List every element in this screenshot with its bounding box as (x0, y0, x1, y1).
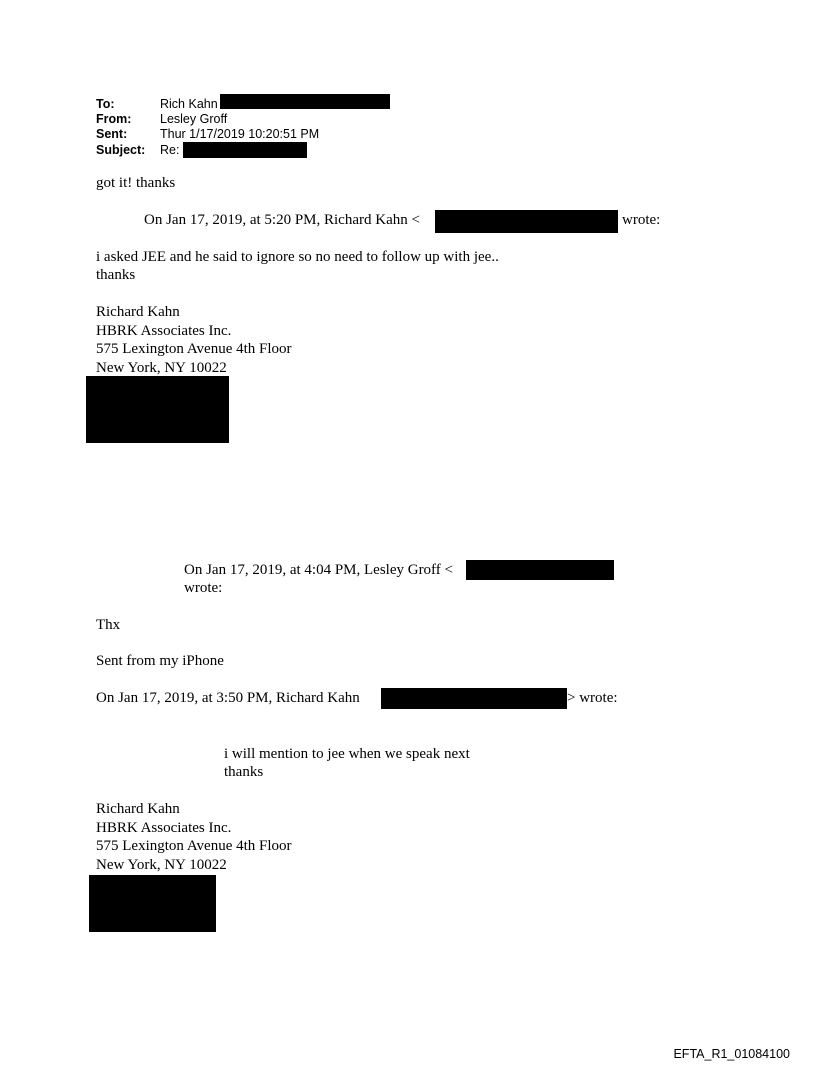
msg3-attribution-wrote: > wrote: (567, 690, 618, 706)
redaction-msg3-email (381, 688, 567, 709)
sig-name: Richard Kahn (96, 304, 180, 320)
sent-value: Thur 1/17/2019 10:20:51 PM (160, 127, 320, 141)
sig-company: HBRK Associates Inc. (96, 322, 232, 339)
sig-address: 575 Lexington Avenue 4th Floor (96, 341, 292, 357)
msg3-attribution: On Jan 17, 2019, at 3:50 PM, Richard Kahn (96, 690, 360, 706)
msg1-body-line1: i asked JEE and he said to ignore so no need to follow up with jee.. (96, 249, 499, 265)
subject-value: Re: (160, 143, 180, 157)
redaction-to-email (220, 94, 390, 109)
redaction-msg2-email (466, 560, 614, 580)
redaction-subject (183, 142, 307, 158)
msg2-sent-from: Sent from my iPhone (96, 653, 224, 669)
msg1-attribution: On Jan 17, 2019, at 5:20 PM, Richard Kahn < (144, 212, 420, 228)
redaction-msg1-email (435, 210, 618, 233)
sent-label: Sent: (96, 127, 128, 141)
msg3-signature (96, 800, 292, 874)
sig-name: Richard Kahn (96, 801, 180, 817)
msg3-body-line1: i will mention to jee when we speak next (224, 746, 470, 762)
subject-label: Subject: (96, 143, 146, 157)
document-id: EFTA_R1_01084100 (673, 1047, 790, 1061)
from-value: Lesley Groff (160, 112, 228, 126)
msg2-attribution: On Jan 17, 2019, at 4:04 PM, Lesley Groff < (184, 562, 453, 578)
msg2-attribution-wrote: wrote: (184, 580, 223, 596)
sig-city: New York, NY 10022 (96, 856, 227, 873)
sig-address: 575 Lexington Avenue 4th Floor (96, 838, 292, 854)
reply-body: got it! thanks (96, 175, 176, 191)
redaction-msg3-phone (89, 875, 216, 932)
to-value: Rich Kahn (160, 97, 218, 111)
msg1-signature (96, 303, 292, 377)
msg1-attribution-wrote: wrote: (622, 212, 661, 228)
msg3-body-line2: thanks (224, 764, 264, 780)
redaction-msg1-phone (86, 376, 229, 443)
sig-city: New York, NY 10022 (96, 359, 227, 376)
from-label: From: (96, 112, 132, 126)
sig-company: HBRK Associates Inc. (96, 819, 232, 836)
msg2-body: Thx (96, 617, 121, 633)
msg1-body-line2: thanks (96, 267, 136, 283)
to-label: To: (96, 97, 115, 111)
